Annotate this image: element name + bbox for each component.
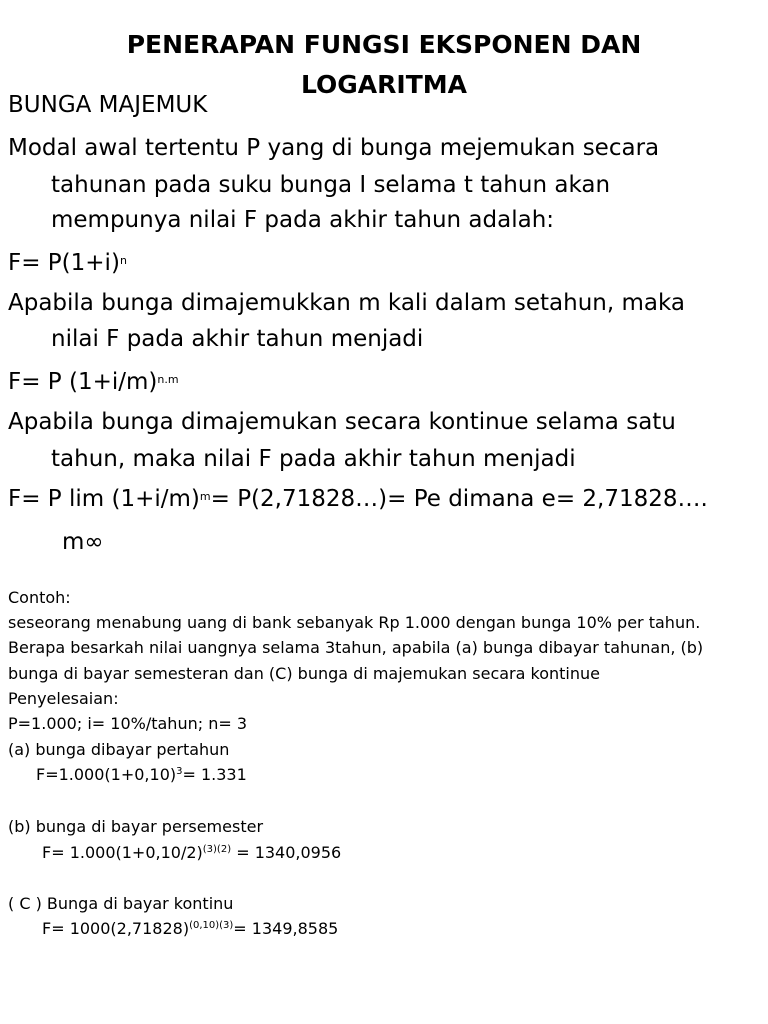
paragraph-2-line-1: Apabila bunga dimajemukkan m kali dalam setahun, maka xyxy=(8,290,686,316)
case-a-exponent: 3 xyxy=(176,766,183,777)
solution-label: Penyelesaian: xyxy=(8,689,119,708)
section-heading: BUNGA MAJEMUK xyxy=(8,92,208,118)
example-question-line-1: seseorang menabung uang di bank sebanyak Rp 1.000 dengan bunga 10% per tahun. xyxy=(8,613,701,632)
example-question-line-2: Berapa besarkah nilai uangnya selama 3tahun, apabila (a) bunga dibayar tahunan, (b) xyxy=(8,638,704,657)
case-c-label: ( C ) Bunga di bayar kontinu xyxy=(8,894,234,913)
case-b-base: F= 1.000(1+0,10/2) xyxy=(42,843,203,862)
case-b-formula xyxy=(42,843,341,862)
case-c-result: = 1349,8585 xyxy=(233,919,339,938)
title-line-1: PENERAPAN FUNGSI EKSPONEN DAN xyxy=(126,30,642,59)
paragraph-3-line-2: tahun, maka nilai F pada akhir tahun menjadi xyxy=(51,446,576,472)
formula-annual-base: F= P(1+i) xyxy=(8,250,120,276)
case-b-result: = 1340,0956 xyxy=(231,843,342,862)
formula-annual-exponent: n xyxy=(119,254,127,267)
formula-annual xyxy=(8,250,127,276)
given-values: P=1.000; i= 10%/tahun; n= 3 xyxy=(8,714,248,733)
formula-m-times xyxy=(8,369,179,395)
formula-continuous xyxy=(8,486,708,512)
formula-continuous-base: F= P lim (1+i/m) xyxy=(8,486,200,512)
case-c-exponent: (0,10)(3) xyxy=(189,920,234,931)
case-a-result: = 1.331 xyxy=(182,765,247,784)
formula-m-times-exponent: n.m xyxy=(157,373,179,386)
case-c-formula xyxy=(42,919,338,938)
formula-m-times-base: F= P (1+i/m) xyxy=(8,369,158,395)
paragraph-2-line-2: nilai F pada akhir tahun menjadi xyxy=(51,326,424,352)
title-line-2: LOGARITMA xyxy=(301,70,467,99)
case-a-formula xyxy=(36,765,247,784)
case-b-label: (b) bunga di bayar persemester xyxy=(8,817,264,836)
paragraph-1-line-1: Modal awal tertentu P yang di bunga mejemukan secara xyxy=(8,135,660,161)
case-b-exponent: (3)(2) xyxy=(202,844,232,855)
formula-continuous-exponent: m xyxy=(199,490,211,503)
case-a-label: (a) bunga dibayar pertahun xyxy=(8,740,230,759)
paragraph-3-line-1: Apabila bunga dimajemukan secara kontinue selama satu xyxy=(8,409,676,435)
paragraph-1-line-2: tahunan pada suku bunga I selama t tahun akan xyxy=(51,172,611,198)
formula-continuous-rest: = P(2,71828…)= Pe dimana e= 2,71828…. xyxy=(210,486,708,512)
formula-limit-subscript: m∞ xyxy=(62,529,104,555)
paragraph-1-line-3: mempunya nilai F pada akhir tahun adalah: xyxy=(51,207,555,233)
case-a-base: F=1.000(1+0,10) xyxy=(36,765,177,784)
example-label: Contoh: xyxy=(8,588,71,607)
example-question-line-3: bunga di bayar semesteran dan (C) bunga di majemukan secara kontinue xyxy=(8,664,600,683)
case-c-base: F= 1000(2,71828) xyxy=(42,919,190,938)
